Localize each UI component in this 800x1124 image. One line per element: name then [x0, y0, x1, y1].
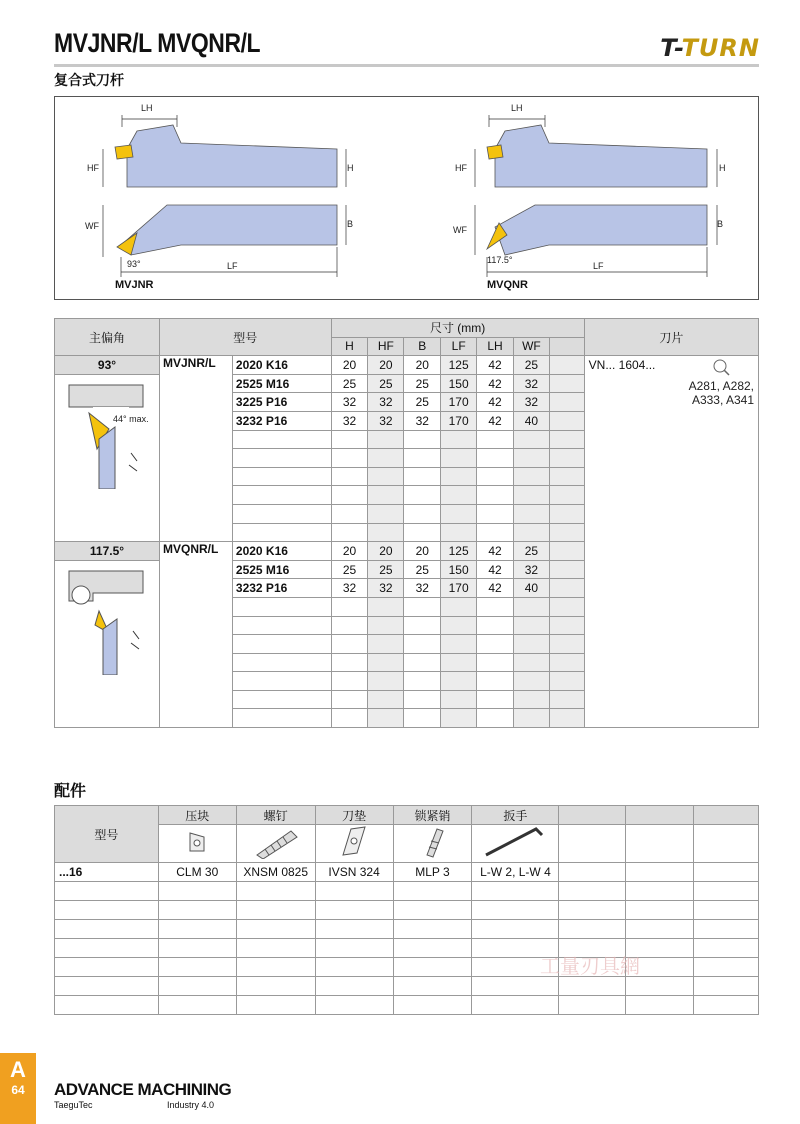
- hf-label-right: HF: [455, 163, 467, 173]
- brand-logo: ADVANCE MACHINING: [54, 1080, 232, 1099]
- val-lh: 42: [477, 542, 514, 561]
- mvqnr-side-view: [475, 115, 717, 187]
- empty-row: [55, 882, 759, 901]
- lf-label-right: LF: [593, 261, 604, 271]
- mvqnr-application-icon: [55, 560, 160, 727]
- dim-hf: HF: [368, 337, 404, 356]
- angle-93: 93°: [55, 356, 160, 375]
- lh-label-left: LH: [141, 103, 153, 113]
- val-h: 32: [331, 411, 368, 430]
- accessories-table: [54, 805, 759, 1015]
- val-wf: 32: [513, 560, 549, 579]
- h-label-left: H: [347, 163, 354, 173]
- page-subtitle: 复合式刀杆: [54, 72, 124, 88]
- val-wf: 32: [513, 374, 549, 393]
- mvjnr-caption: MVJNR: [115, 279, 154, 291]
- wf-label-right: WF: [453, 225, 467, 235]
- tool-diagram: [54, 96, 759, 300]
- val-blank: [549, 374, 584, 393]
- empty-row: [55, 939, 759, 958]
- val-b: 32: [404, 411, 441, 430]
- dim-h: H: [331, 337, 368, 356]
- dim-blank: [549, 337, 584, 356]
- val-b: 20: [404, 356, 441, 375]
- lf-label-left: LF: [227, 261, 238, 271]
- col-insert-header: 刀片: [584, 319, 758, 356]
- val-lf: 150: [441, 374, 477, 393]
- insert-cell: [584, 356, 758, 728]
- val-hf: 20: [368, 356, 404, 375]
- val-hf: 32: [368, 579, 404, 598]
- mvjnr-side-view: [103, 115, 346, 187]
- col-dims-header: 尺寸 (mm): [331, 319, 584, 338]
- mvjnr-application-icon: [55, 374, 160, 541]
- model-code: 2020 K16: [232, 542, 331, 561]
- t-turn-logo: T-TURN: [660, 34, 760, 62]
- val-blank: [549, 356, 584, 375]
- acc-pin-header: 锁紧销: [393, 806, 472, 825]
- val-h: 20: [331, 542, 368, 561]
- model-code: 3232 P16: [232, 579, 331, 598]
- acc-wrench: L-W 2, L-W 4: [472, 863, 559, 882]
- val-wf: 40: [513, 411, 549, 430]
- val-b: 32: [404, 579, 441, 598]
- max-angle-label: 44° max.: [113, 413, 149, 424]
- b-label-left: B: [347, 219, 354, 229]
- val-hf: 20: [368, 542, 404, 561]
- val-b: 25: [404, 393, 441, 412]
- lock-pin-icon: [393, 825, 472, 863]
- dim-lf: LF: [441, 337, 477, 356]
- val-h: 32: [331, 393, 368, 412]
- table-row: [55, 356, 759, 375]
- brand-tagline: Industry 4.0: [166, 1100, 214, 1110]
- val-lh: 42: [477, 579, 514, 598]
- insert-pages-2: A333, A341: [691, 393, 754, 408]
- val-lh: 42: [477, 393, 514, 412]
- val-lf: 170: [441, 411, 477, 430]
- model-code: 3225 P16: [232, 393, 331, 412]
- val-hf: 25: [368, 374, 404, 393]
- col-model-header: 型号: [160, 319, 332, 356]
- family-mvqnr: MVQNR/L: [160, 542, 233, 728]
- insert-pages: A281, A282,: [688, 379, 754, 394]
- brand-subline: [54, 1100, 214, 1110]
- val-blank: [549, 411, 584, 430]
- val-b: 25: [404, 374, 441, 393]
- hf-label-left: HF: [87, 163, 99, 173]
- val-lf: 125: [441, 542, 477, 561]
- acc-clamp: CLM 30: [158, 863, 236, 882]
- val-hf: 32: [368, 393, 404, 412]
- shim-icon: [315, 825, 393, 863]
- family-mvjnr: MVJNR/L: [160, 356, 233, 542]
- acc-clamp-header: 压块: [158, 806, 236, 825]
- acc-model: ...16: [55, 863, 159, 882]
- wrench-icon: [472, 825, 559, 863]
- screw-icon: [236, 825, 315, 863]
- val-h: 25: [331, 374, 368, 393]
- holder-drawings: [55, 97, 760, 301]
- val-lf: 150: [441, 560, 477, 579]
- section-letter: A: [10, 1057, 26, 1082]
- val-h: 20: [331, 356, 368, 375]
- brand-company: TaeguTec: [54, 1100, 93, 1110]
- val-lf: 170: [441, 579, 477, 598]
- val-wf: 32: [513, 393, 549, 412]
- val-lf: 125: [441, 356, 477, 375]
- h-label-right: H: [719, 163, 726, 173]
- lh-label-right: LH: [511, 103, 523, 113]
- dim-wf: WF: [513, 337, 549, 356]
- model-code: 2525 M16: [232, 374, 331, 393]
- dim-lh: LH: [477, 337, 514, 356]
- val-wf: 25: [513, 542, 549, 561]
- model-code: 2020 K16: [232, 356, 331, 375]
- val-h: 25: [331, 560, 368, 579]
- val-h: 32: [331, 579, 368, 598]
- empty-row: [55, 958, 759, 977]
- val-wf: 25: [513, 356, 549, 375]
- val-wf: 40: [513, 579, 549, 598]
- val-blank: [549, 393, 584, 412]
- val-lh: 42: [477, 411, 514, 430]
- clamp-icon: [158, 825, 236, 863]
- angle-117: 117.5°: [55, 542, 160, 561]
- magnifier-icon: [712, 358, 730, 379]
- val-blank: [549, 542, 584, 561]
- angle-label-right: 117.5°: [487, 255, 513, 265]
- b-label-right: B: [717, 219, 724, 229]
- page-number: 64: [11, 1083, 25, 1097]
- watermark: 工量刃具網: [540, 956, 640, 978]
- page-title: MVJNR/L MVQNR/L: [54, 28, 261, 58]
- acc-screw-header: 螺钉: [236, 806, 315, 825]
- section-tab: [0, 1053, 36, 1124]
- val-blank: [549, 560, 584, 579]
- acc-shim: IVSN 324: [315, 863, 393, 882]
- empty-row: [55, 977, 759, 996]
- acc-model-header: 型号: [55, 806, 159, 863]
- wf-label-left: WF: [85, 221, 99, 231]
- insert-code: VN... 1604...: [588, 358, 656, 373]
- val-lh: 42: [477, 560, 514, 579]
- acc-screw: XNSM 0825: [236, 863, 315, 882]
- val-lh: 42: [477, 356, 514, 375]
- mvqnr-caption: MVQNR: [487, 279, 528, 291]
- val-hf: 32: [368, 411, 404, 430]
- model-code: 2525 M16: [232, 560, 331, 579]
- acc-shim-header: 刀垫: [315, 806, 393, 825]
- accessories-title: 配件: [54, 783, 87, 800]
- empty-row: [55, 901, 759, 920]
- acc-pin: MLP 3: [393, 863, 472, 882]
- acc-wrench-header: 扳手: [472, 806, 559, 825]
- holder-table: [54, 318, 759, 728]
- val-b: 25: [404, 560, 441, 579]
- title-divider: [54, 64, 759, 67]
- angle-label-left: 93°: [127, 259, 141, 269]
- val-b: 20: [404, 542, 441, 561]
- val-lh: 42: [477, 374, 514, 393]
- col-angle-header: 主偏角: [55, 319, 160, 356]
- empty-row: [55, 996, 759, 1015]
- val-lf: 170: [441, 393, 477, 412]
- val-blank: [549, 579, 584, 598]
- table-row: [55, 863, 759, 882]
- dim-b: B: [404, 337, 441, 356]
- empty-row: [55, 920, 759, 939]
- model-code: 3232 P16: [232, 411, 331, 430]
- val-hf: 25: [368, 560, 404, 579]
